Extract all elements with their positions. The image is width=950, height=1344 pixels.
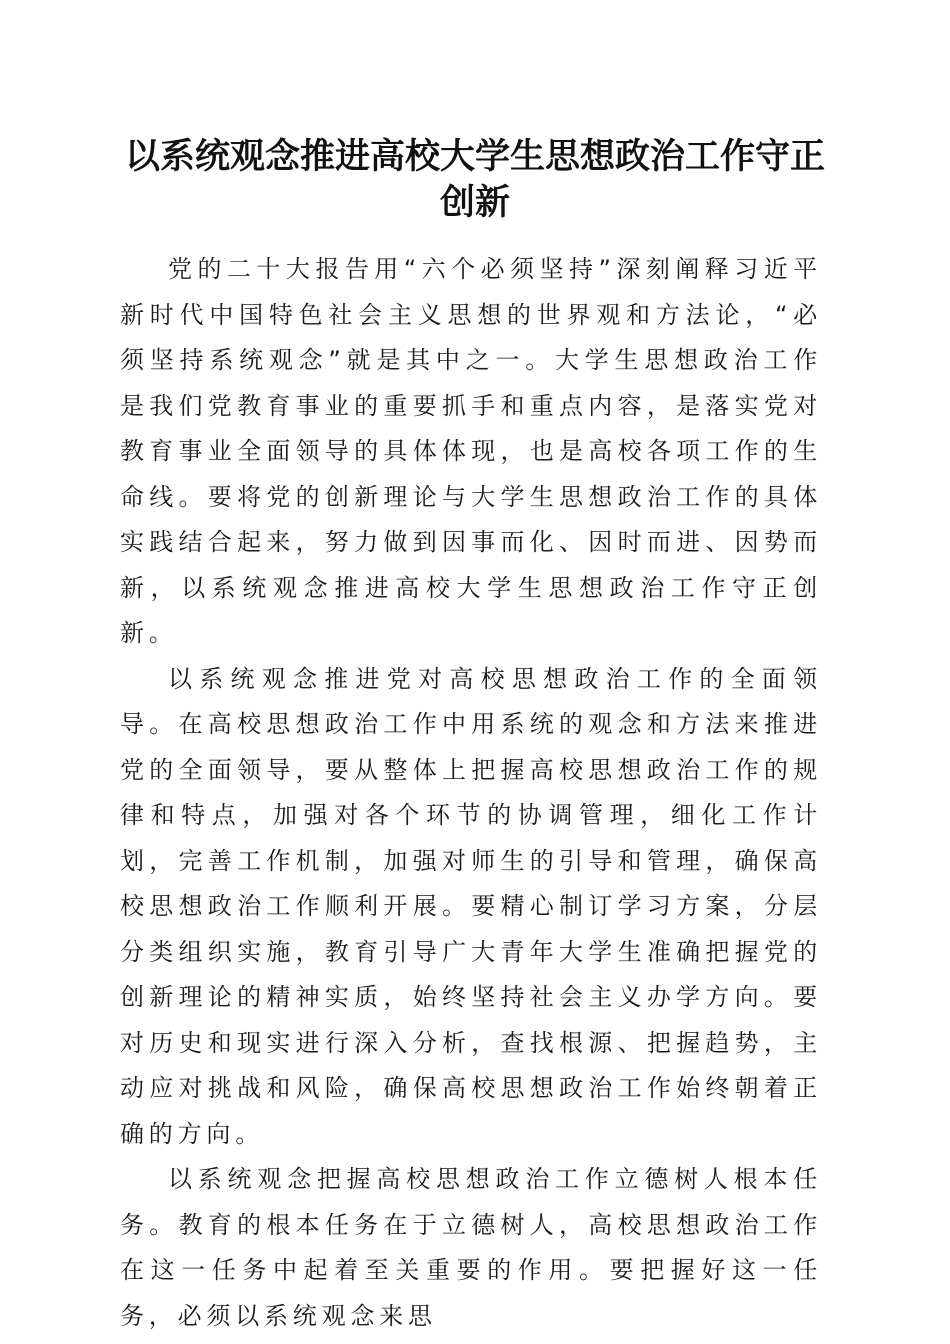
document-title: 以系统观念推进高校大学生思想政治工作守正创新 — [124, 136, 825, 223]
document-body — [120, 247, 822, 1339]
paragraph-intro: 党的二十大报告用“六个必须坚持”深刻阐释习近平新时代中国特色社会主义思想的世界观和方法论，“必须坚持系统观念”就是其中之一。大学生思想政治工作是我们党教育事业的重要抓手和重点内容，是落实党对教育事业全面领导的具体体现，也是高校各项工作的生命线。要将党的创新理论与大学生思想政治工作的具体实践结合起来，努力做到因事而化、因时而进、因势而新，以系统观念推进高校大学生思想政治工作守正创新。 — [120, 255, 822, 647]
paragraph-moral-education: 以系统观念把握高校思想政治工作立德树人根本任务。教育的根本任务在于立德树人，高校思想政治工作在这一任务中起着至关重要的作用。要把握好这一任务，必须以系统观念来思 — [120, 1165, 822, 1330]
paragraph-party-leadership: 以系统观念推进党对高校思想政治工作的全面领导。在高校思想政治工作中用系统的观念和方法来推进党的全面领导，要从整体上把握高校思想政治工作的规律和特点，加强对各个环节的协调管理，细化工作计划，完善工作机制，加强对师生的引导和管理，确保高校思想政治工作顺利开展。要精心制订学习方案，分层分类组织实施，教育引导广大青年大学生准确把握党的创新理论的精神实质，始终坚持社会主义办学方向。要对历史和现实进行深入分析，查找根源、把握趋势，主动应对挑战和风险，确保高校思想政治工作始终朝着正确的方向。 — [120, 664, 822, 1148]
